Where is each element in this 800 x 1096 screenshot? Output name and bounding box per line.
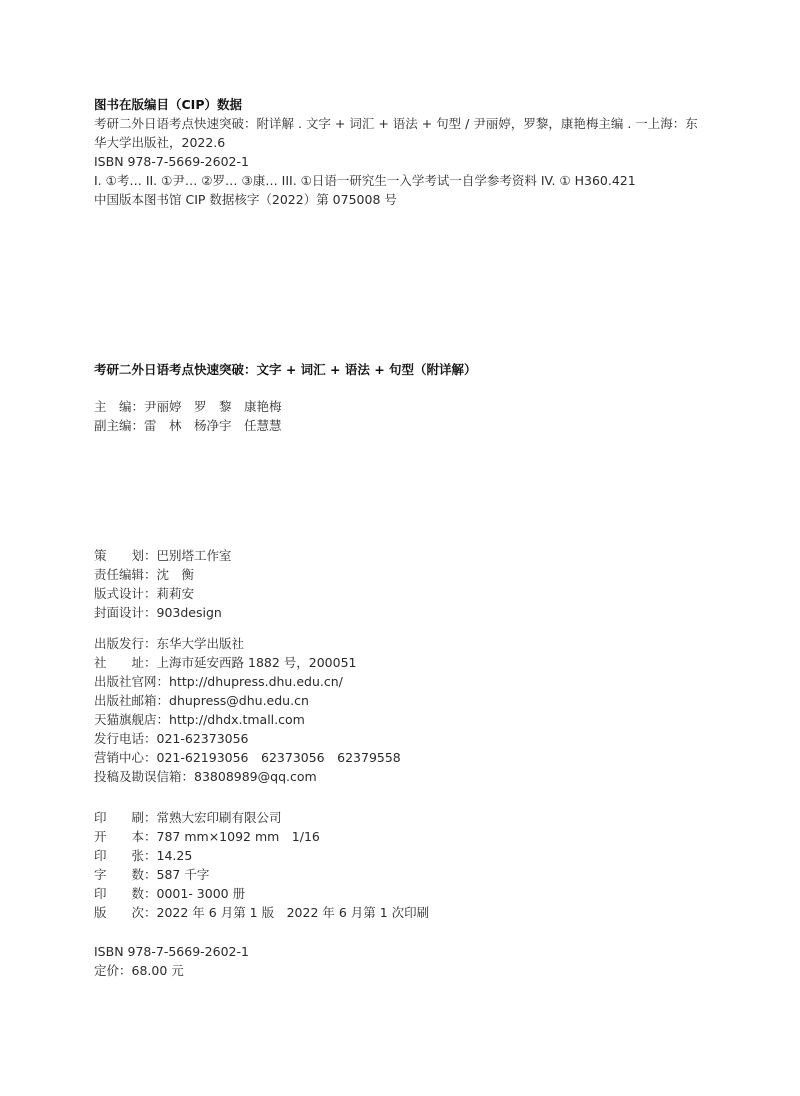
credit-label: 责任编辑： [94, 567, 157, 582]
credit-label: 封面设计： [94, 605, 157, 620]
publisher-label: 营销中心： [94, 750, 157, 765]
publisher-row [94, 729, 401, 748]
printing-label: 开 本： [94, 829, 157, 844]
credit-label: 策 划： [94, 548, 157, 563]
printing-value: 常熟大宏印刷有限公司 [156, 810, 282, 825]
credit-row [94, 584, 232, 603]
cip-data-block [94, 95, 714, 209]
credit-row [94, 603, 232, 622]
printing-label: 版 次： [94, 905, 157, 920]
editor-value: 尹丽婷 罗 黎 康艳梅 [144, 399, 282, 414]
editor-row [94, 397, 282, 416]
isbn-price-block [94, 942, 249, 980]
credit-value: 903design [156, 605, 222, 620]
credit-value: 莉莉安 [156, 586, 195, 601]
credit-value: 巴别塔工作室 [156, 548, 232, 563]
publisher-value: 东华大学出版社 [156, 636, 245, 651]
footer-isbn: ISBN 978-7-5669-2602-1 [94, 944, 249, 959]
printing-row [94, 808, 429, 827]
credit-row [94, 546, 232, 565]
publisher-email-value: dhupress@dhu.edu.cn [169, 693, 309, 708]
publisher-label: 出版社邮箱： [94, 693, 170, 708]
printing-row [94, 846, 429, 865]
printing-label: 印 数： [94, 886, 157, 901]
publisher-website-value: http://dhupress.dhu.edu.cn/ [169, 674, 343, 689]
publisher-label: 出版发行： [94, 636, 157, 651]
publisher-value: 上海市延安西路 1882 号，200051 [156, 655, 357, 670]
publisher-row [94, 748, 401, 767]
publisher-label: 投稿及勘误信箱： [94, 769, 195, 784]
cip-isbn: ISBN 978-7-5669-2602-1 [94, 154, 249, 169]
cip-description: 考研二外日语考点快速突破：附详解 . 文字 + 词汇 + 语法 + 句型 / 尹丽婷，罗黎，康艳梅主编 . 一上海：东华大学出版社，2022.6 [94, 116, 698, 150]
editors-block [94, 397, 282, 435]
publisher-row [94, 691, 401, 710]
publisher-submission-value: 83808989@qq.com [194, 769, 317, 784]
publisher-marketing-value: 021-62193056 62373056 62379558 [156, 750, 401, 765]
cip-heading: 图书在版编目（CIP）数据 [94, 97, 242, 112]
publisher-row [94, 672, 401, 691]
credits-block [94, 546, 232, 622]
publisher-block [94, 634, 401, 786]
printing-value: 2022 年 6 月第 1 版 2022 年 6 月第 1 次印刷 [156, 905, 430, 920]
publisher-row [94, 710, 401, 729]
printing-value: 587 千字 [156, 867, 210, 882]
editor-row [94, 416, 282, 435]
cip-classification: I. ①考… II. ①尹… ②罗… ③康… III. ①日语一研究生一入学考试一自学参考资料 IV. ① H360.421 [94, 173, 636, 188]
publisher-row [94, 634, 401, 653]
cip-number: 中国版本图书馆 CIP 数据核字（2022）第 075008 号 [94, 192, 397, 207]
printing-row [94, 903, 429, 922]
publisher-label: 出版社官网： [94, 674, 170, 689]
publisher-phone-value: 021-62373056 [156, 731, 249, 746]
publisher-row [94, 767, 401, 786]
publisher-store-value: http://dhdx.tmall.com [169, 712, 305, 727]
publisher-row [94, 653, 401, 672]
printing-label: 字 数： [94, 867, 157, 882]
printing-block [94, 808, 429, 922]
printing-row [94, 884, 429, 903]
book-title-block [94, 360, 477, 379]
printing-label: 印 张： [94, 848, 157, 863]
printing-value: 14.25 [156, 848, 193, 863]
credit-value: 沈 衡 [156, 567, 195, 582]
printing-value: 787 mm×1092 mm 1/16 [156, 829, 320, 844]
printing-value: 0001- 3000 册 [156, 886, 246, 901]
book-title: 考研二外日语考点快速突破：文字 + 词汇 + 语法 + 句型（附详解） [94, 362, 477, 377]
footer-price: 定价：68.00 元 [94, 963, 184, 978]
printing-label: 印 刷： [94, 810, 157, 825]
publisher-label: 天猫旗舰店： [94, 712, 170, 727]
editor-label: 副主编： [94, 418, 145, 433]
publisher-label: 社 址： [94, 655, 157, 670]
credit-row [94, 565, 232, 584]
editor-label: 主 编： [94, 399, 145, 414]
printing-row [94, 827, 429, 846]
printing-row [94, 865, 429, 884]
publisher-label: 发行电话： [94, 731, 157, 746]
credit-label: 版式设计： [94, 586, 157, 601]
editor-value: 雷 林 杨净宇 任慧慧 [144, 418, 282, 433]
